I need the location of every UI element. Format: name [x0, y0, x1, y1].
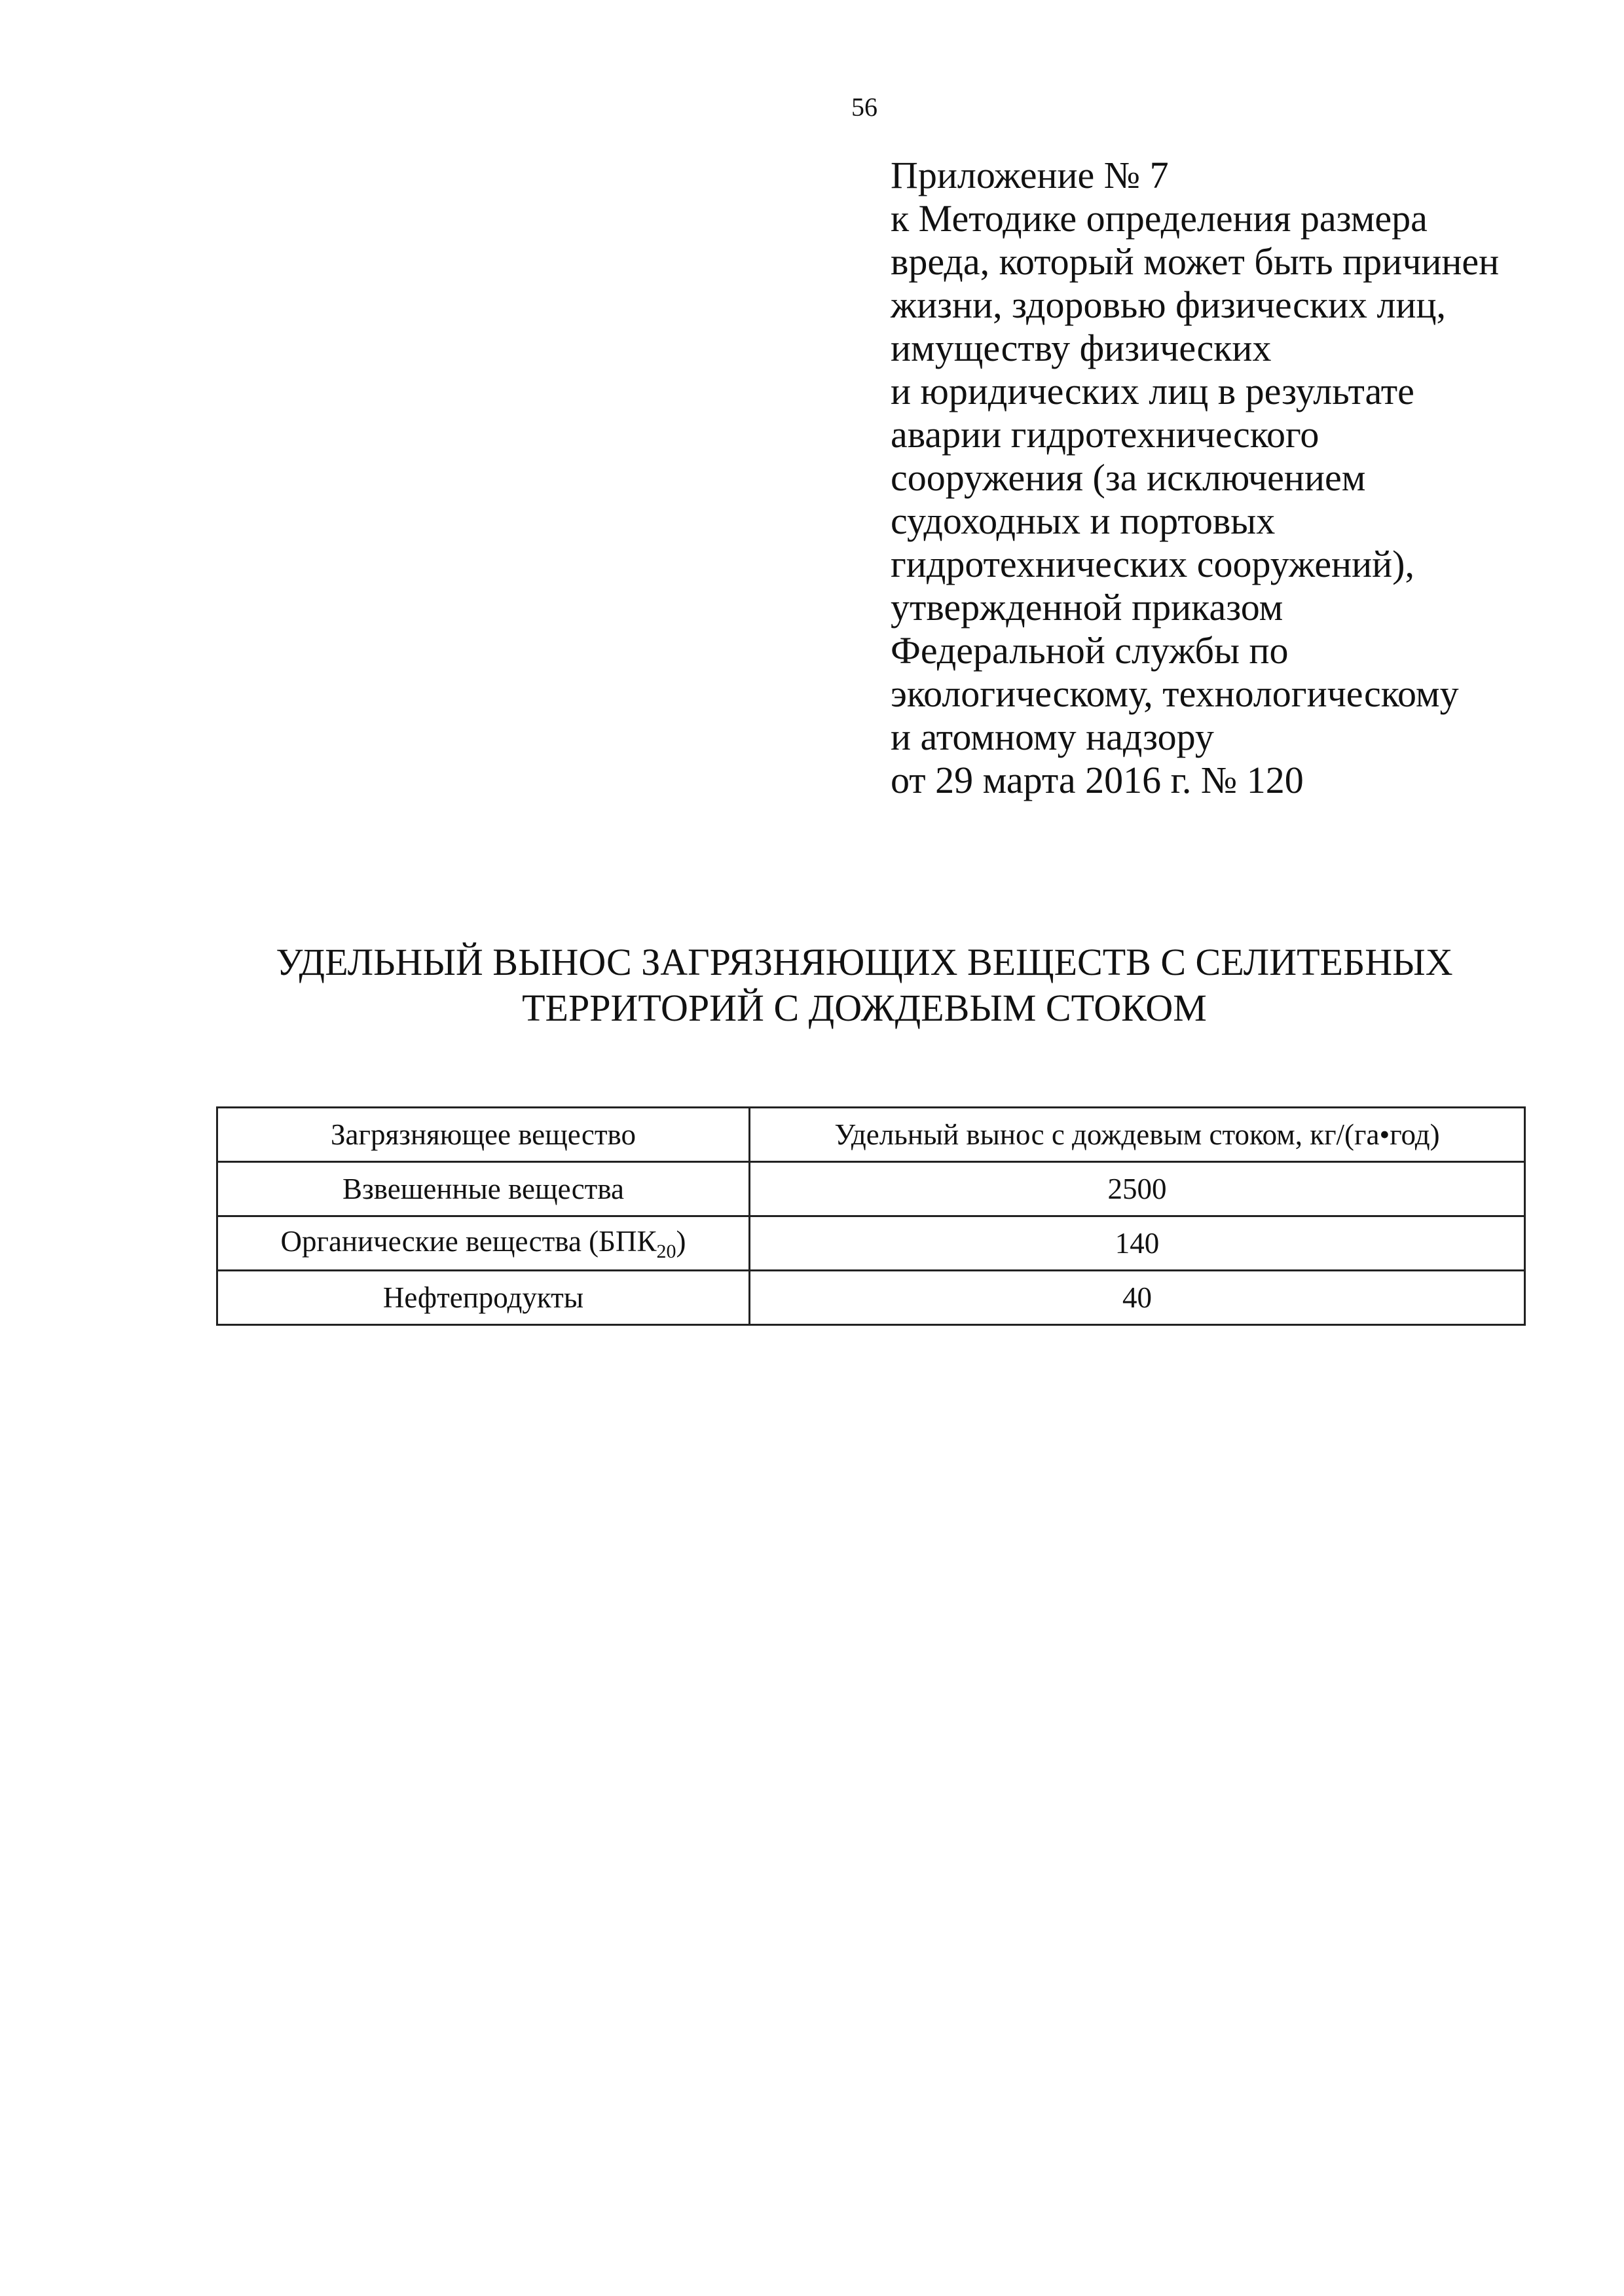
emissions-table: [216, 1106, 1526, 1326]
substance-text: Органические вещества (БПК: [280, 1224, 657, 1258]
value-cell: 2500: [750, 1162, 1525, 1216]
annex-line: гидротехнических сооружений),: [891, 543, 1414, 585]
value-cell: 140: [750, 1216, 1525, 1271]
document-title: [183, 939, 1545, 1031]
table-row: [217, 1271, 1525, 1325]
column-header-value: Удельный вынос с дождевым стоком, кг/(га•год): [750, 1108, 1525, 1162]
annex-line: сооружения (за исключением: [891, 456, 1366, 499]
page-number: 56: [851, 92, 877, 122]
substance-cell: [217, 1216, 750, 1271]
annex-line: и юридических лиц в результате: [891, 370, 1414, 412]
annex-line: утвержденной приказом: [891, 586, 1283, 629]
annex-line: аварии гидротехнического: [891, 413, 1320, 456]
annex-line: имуществу физических: [891, 327, 1272, 369]
annex-header: [891, 154, 1572, 802]
annex-line: судоходных и портовых: [891, 500, 1276, 542]
substance-cell: Взвешенные вещества: [217, 1162, 750, 1216]
table-row: [217, 1162, 1525, 1216]
annex-line: Приложение № 7: [891, 154, 1169, 196]
annex-line: экологическому, технологическому: [891, 672, 1459, 715]
column-header-substance: Загрязняющее вещество: [217, 1108, 750, 1162]
title-line-1: УДЕЛЬНЫЙ ВЫНОС ЗАГРЯЗНЯЮЩИХ ВЕЩЕСТВ С СЕЛИТЕБНЫХ: [276, 941, 1453, 983]
annex-line: Федеральной службы по: [891, 629, 1289, 672]
table-header-row: [217, 1108, 1525, 1162]
substance-subscript: 20: [656, 1240, 676, 1262]
substance-cell: Нефтепродукты: [217, 1271, 750, 1325]
annex-line: и атомному надзору: [891, 716, 1214, 758]
title-line-2: ТЕРРИТОРИЙ С ДОЖДЕВЫМ СТОКОМ: [522, 987, 1207, 1029]
annex-line: жизни, здоровью физических лиц,: [891, 283, 1447, 326]
substance-tail: ): [676, 1224, 686, 1258]
annex-line: к Методике определения размера: [891, 197, 1428, 240]
value-cell: 40: [750, 1271, 1525, 1325]
annex-line: от 29 марта 2016 г. № 120: [891, 759, 1304, 801]
annex-line: вреда, который может быть причинен: [891, 240, 1500, 283]
table-row: [217, 1216, 1525, 1271]
